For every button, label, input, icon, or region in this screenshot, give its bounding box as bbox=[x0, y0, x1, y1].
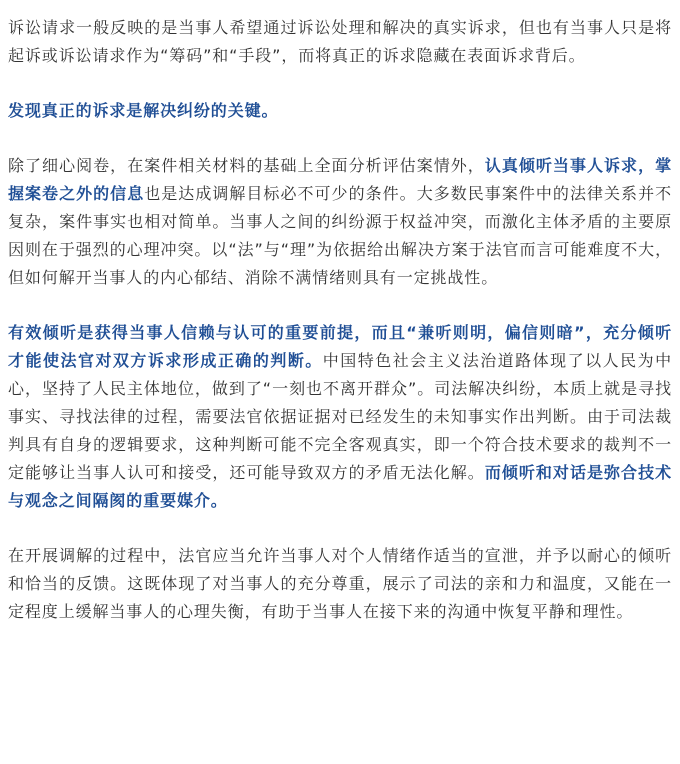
highlighted-text: 而倾听和对话是弥合技术与观念之间隔阂的重要媒介。 bbox=[8, 463, 672, 510]
heading-text: 发现真正的诉求是解决纠纷的关键。 bbox=[8, 101, 279, 120]
highlighted-text: 认真倾听当事人诉求，掌握案卷之外的信息 bbox=[8, 156, 672, 203]
paragraph-spacer bbox=[8, 70, 672, 97]
paragraph-effective-listening bbox=[8, 319, 672, 515]
paragraph-spacer bbox=[8, 292, 672, 319]
paragraph-mediation-process bbox=[8, 542, 672, 626]
paragraph-listening-conditions bbox=[8, 152, 672, 292]
highlighted-text: 有效倾听是获得当事人信赖与认可的重要前提，而且“兼听则明，偏信则暗”，充分倾听才能使法官对双方诉求形成正确的判断。 bbox=[8, 323, 672, 370]
paragraph-text: 在开展调解的过程中，法官应当允许当事人对个人情绪作适当的宣泄，并予以耐心的倾听和恰当的反馈。这既体现了对当事人的充分尊重，展示了司法的亲和力和温度，又能在一定程度上缓解当事人的心理失衡，有助于当事人在接下来的沟通中恢复平静和理性。 bbox=[8, 546, 672, 621]
paragraph-spacer bbox=[8, 515, 672, 542]
paragraph-spacer bbox=[8, 125, 672, 152]
paragraph-text: 诉讼请求一般反映的是当事人希望通过诉讼处理和解决的真实诉求，但也有当事人只是将起诉或诉讼请求作为“筹码”和“手段”，而将真正的诉求隐藏在表面诉求背后。 bbox=[8, 18, 672, 65]
paragraph-text: 除了细心阅卷，在案件相关材料的基础上全面分析评估案情外， bbox=[8, 156, 485, 175]
paragraph-text: 中国特色社会主义法治道路体现了以人民为中心，坚持了人民主体地位，做到了“一刻也不离开群众”。司法解决纠纷，本质上就是寻找事实、寻找法律的过程，需要法官依据证据对已经发生的未知事实作出判断。由于司法裁判具有自身的逻辑要求，这种判断可能不完全客观真实，即一个符合技术要求的裁判不一定能够让当事人认可和接受，还可能导致双方的矛盾无法化解。 bbox=[8, 351, 672, 482]
paragraph-text: 也是达成调解目标必不可少的条件。大多数民事案件中的法律关系并不复杂，案件事实也相对简单。当事人之间的纠纷源于权益冲突，而激化主体矛盾的主要原因则在于强烈的心理冲突。以“法”与“理”为依据给出解决方案于法官而言可能难度不大，但如何解开当事人的内心郁结、消除不满情绪则具有一定挑战性。 bbox=[8, 184, 672, 287]
paragraph-litigation-requests bbox=[8, 14, 672, 70]
section-heading bbox=[8, 97, 672, 125]
